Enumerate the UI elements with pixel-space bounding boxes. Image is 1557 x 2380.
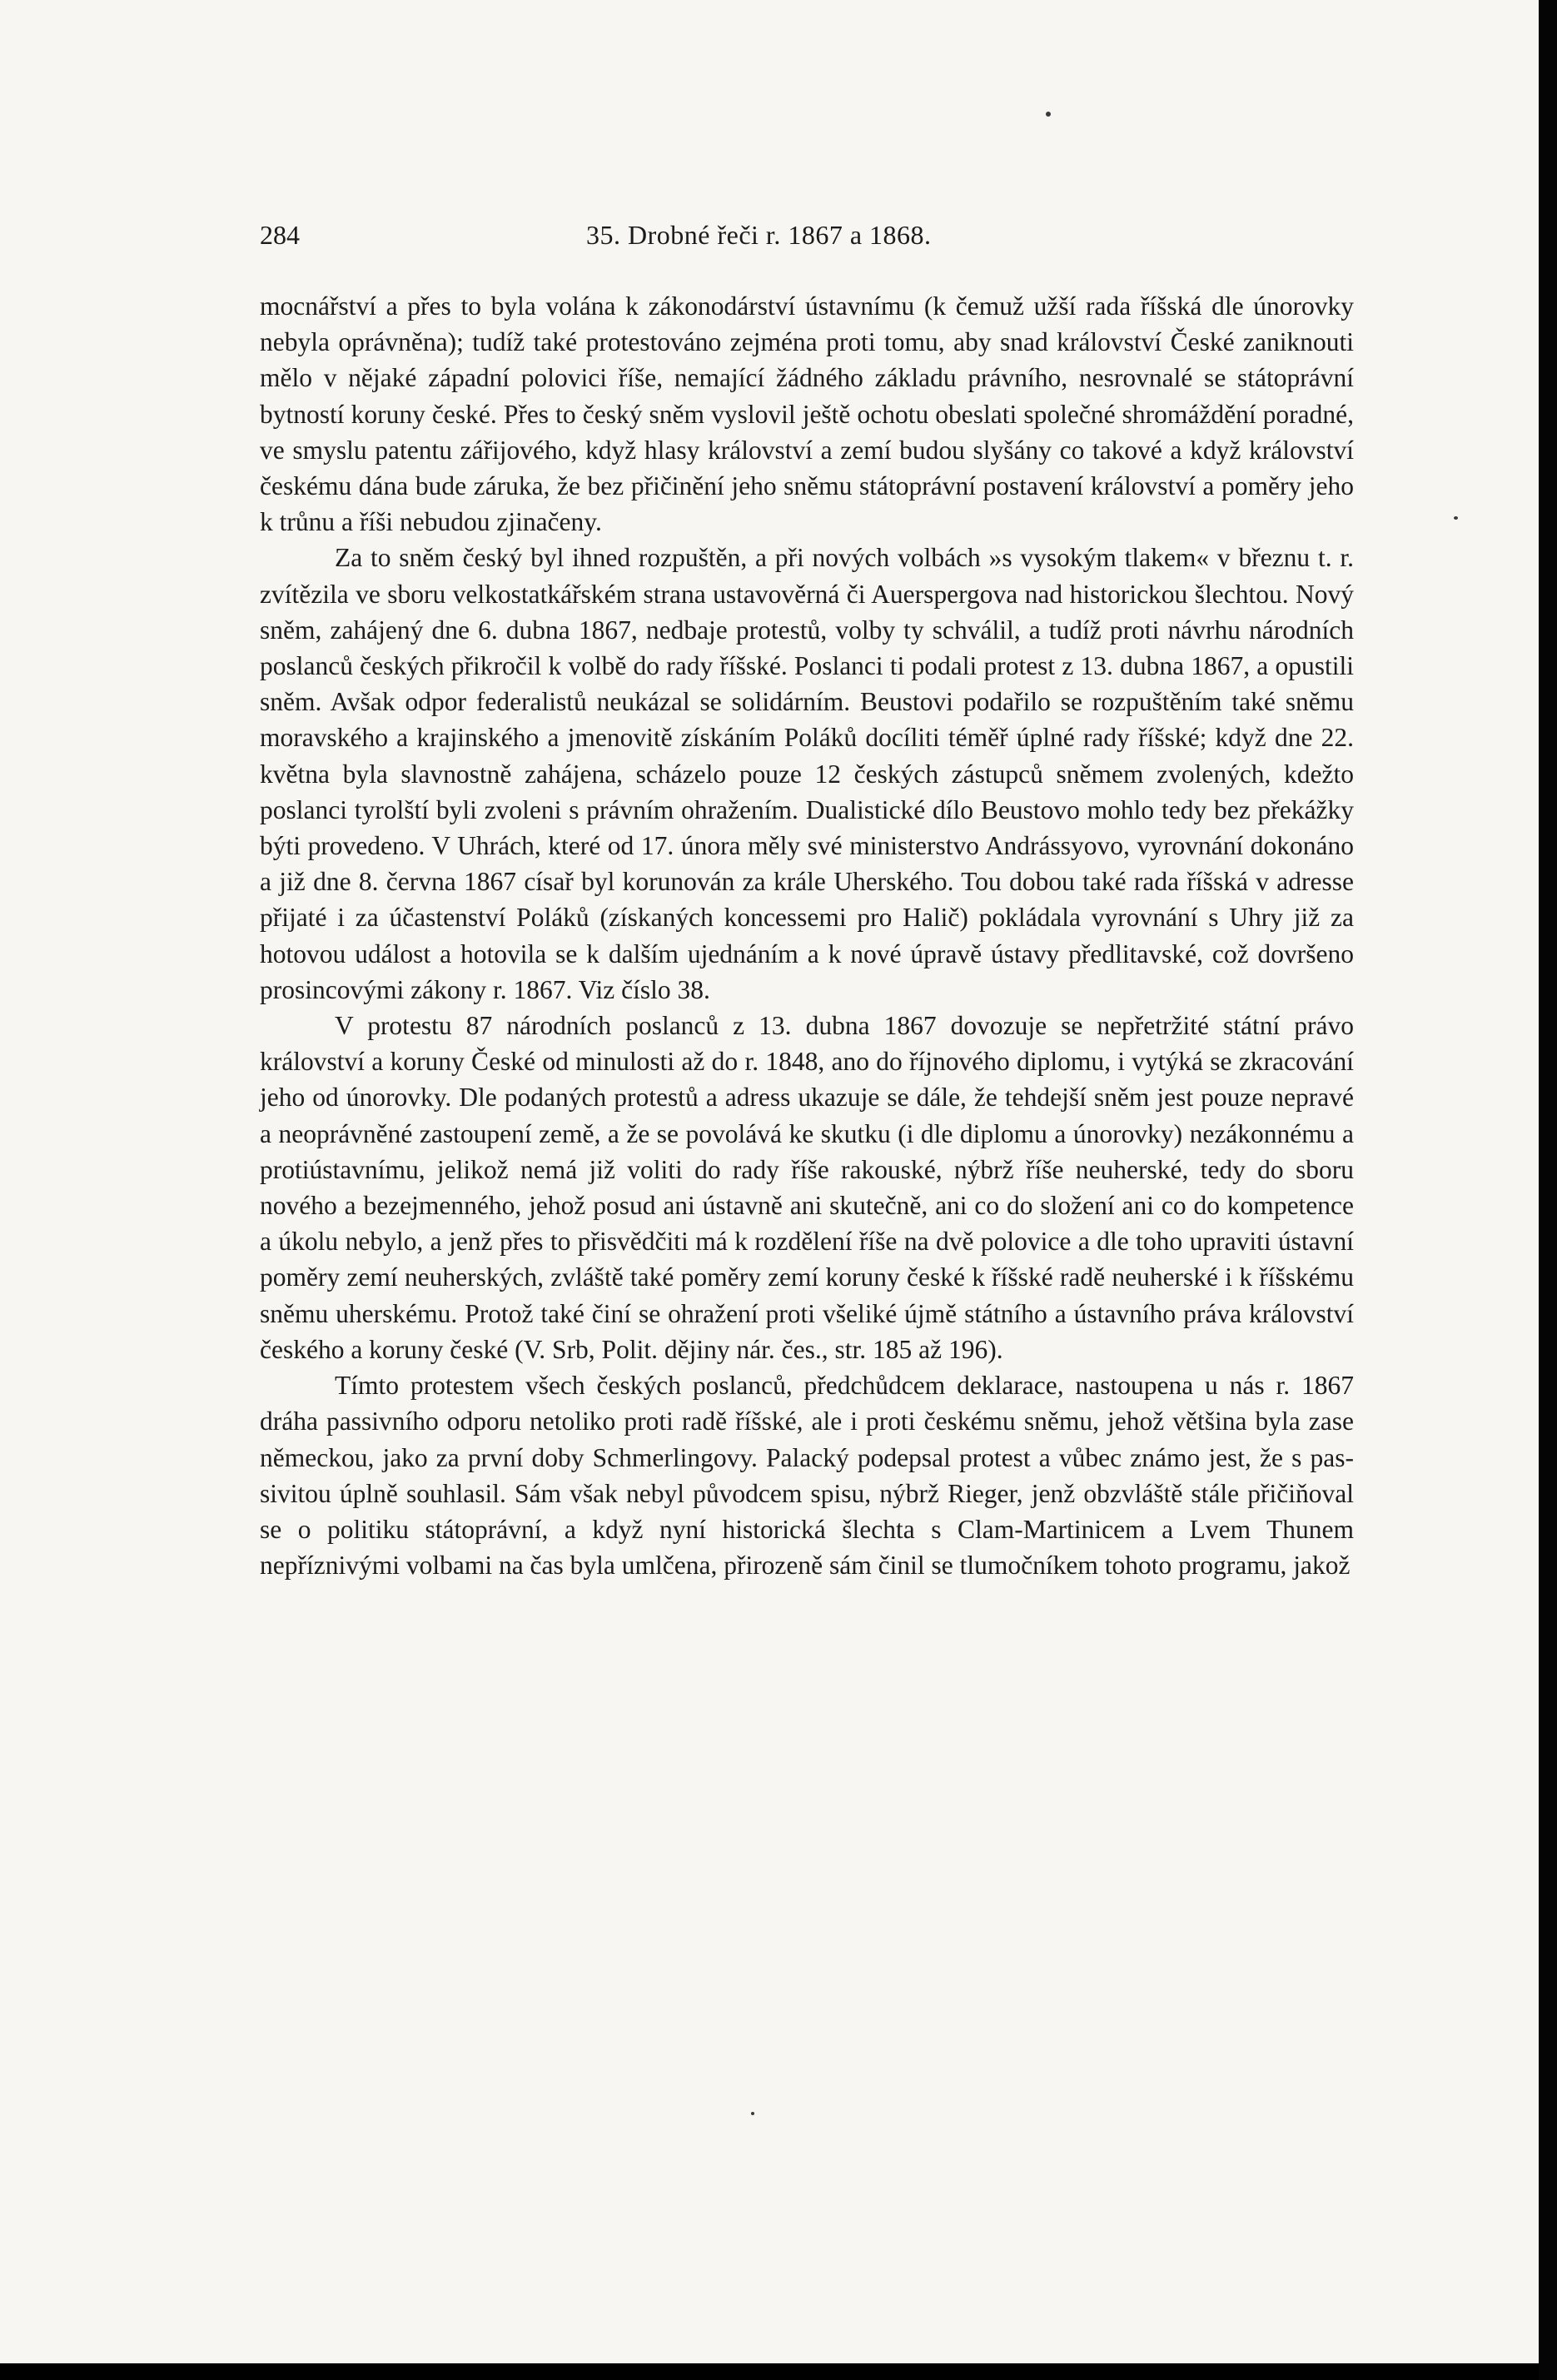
scan-border (1539, 0, 1557, 2380)
paragraph-4: Tímto protestem všech českých poslanců, předchůdcem deklarace, nastoupena u nás r. 1867 dráha passivního odporu netoliko proti radě říšské, ale i proti českému sněmu, jehož většina byla zase německou, jako za první doby Schmerlingovy. Palacký podepsal protest a vůbec známo jest, že s passivitou úplně souhlasil. Sám však nebyl původcem spisu, nýbrž Rieger, jenž obzvláště stále přičiňoval se o politiku státoprávní, a když nyní historická šlechta s Clam-Martinicem a Lvem Thunem nepříznivými volbami na čas byla umlčena, přirozeně sám činil se tlumočníkem tohoto programu, jakož (260, 1371, 1354, 1581)
page-header (260, 220, 1359, 261)
paragraph-3: V protestu 87 národních poslanců z 13. dubna 1867 dovozuje se nepřetržité státní právo království a koruny České od minulosti až do r. 1848, ano do říjnového diplomu, i vytýká se zkracování jeho od únorovky. Dle podaných protestů a adress ukazuje se dále, že tehdejší sněm jest pouze nepravé a neoprávněné zastoupení země, a že se povolává ke skutku (i dle diplomu a únorovky) nezákonnému a protiústavnímu, jelikož nemá již voliti do rady říše rakouské, nýbrž říše neuherské, tedy do sboru nového a bezejmenného, jehož posud ani ústavně ani skutečně, ani co do složení ani co do kompetence a úkolu nebylo, a jenž přes to přisvědčiti má k rozdělení říše na dvě polovice a dle toho upraviti ústavní poměry zemí neuherských, zvláště také poměry zemí koruny české k říšské radě neuherské i k říšskému sněmu uherskému. Protož také činí se ohražení proti všeliké újmě státního a ústavního práva království českého a koruny české (V. Srb, Polit. dějiny nár. čes., str. 185 až 196). (260, 1011, 1354, 1364)
scan-speck (1046, 112, 1051, 117)
paragraph-2: Za to sněm český byl ihned rozpuštěn, a při nových volbách »s vysokým tlakem« v březnu t. r. zvítězila ve sboru velkostatkářském strana ustavověrná či Auerspergova nad historickou šlechtou. Nový sněm, zahájený dne 6. dubna 1867, nedbaje protestů, volby ty schválil, a tudíž proti návrhu národních poslanců českých přikročil k volbě do rady říšské. Poslanci ti podali protest z 13. dubna 1867, a opustili sněm. Avšak odpor federalistů neukázal se solidárním. Beustovi podařilo se rozpuštěním také sněmu moravského a krajinského a jmenovitě získáním Poláků docíliti téměř úplné rady říšské; když dne 22. května byla slavnostně zahájena, scházelo pouze 12 českých zástupců sněmem zvolených, kdežto poslanci tyrolští byli zvoleni s právním ohražením. Dualistické dílo Beustovo mohlo tedy bez překážky býti provedeno. V Uhrách, které od 17. února měly své ministerstvo Andrássyovo, vyrovnání dokonáno a již dne 8. června 1867 císař byl korunován za krále Uherského. Tou dobou také rada říšská v adresse přijaté i za účastenství Poláků (získaných koncessemi pro Halič) pokládala vyrovnání s Uhry již za hotovou událost a hotovila se k dalším ujednáním a k nové úpravě ústavy předlitavské, což dovršeno prosincovými zákony r. 1867. Viz číslo 38. (260, 543, 1354, 1004)
body-text (260, 288, 1354, 1583)
scan-speck (751, 2112, 754, 2115)
scan-speck (1454, 516, 1458, 520)
paragraph-1: mocnářství a přes to byla volána k zákonodárství ústavnímu (k čemuž užší rada říšská dle únorovky nebyla oprávněna); tudíž také protestováno zejména proti tomu, aby snad království České zaniknouti mělo v nějaké západní polovici říše, nemající žádného základu právního, nesrovnalé se státoprávní bytností koruny české. Přes to český sněm vyslovil ještě ochotu obeslati společné shromáždění poradné, ve smyslu patentu zářijového, když hlasy království a zemí budou slyšány co takové a když království českému dána bude záruka, že bez přičinění jeho sněmu státoprávní postavení království a poměry jeho k trůnu a říši nebudou zjinačeny. (260, 291, 1354, 537)
running-title: 35. Drobné řeči r. 1867 a 1868. (586, 220, 932, 250)
page-number: 284 (260, 220, 300, 250)
